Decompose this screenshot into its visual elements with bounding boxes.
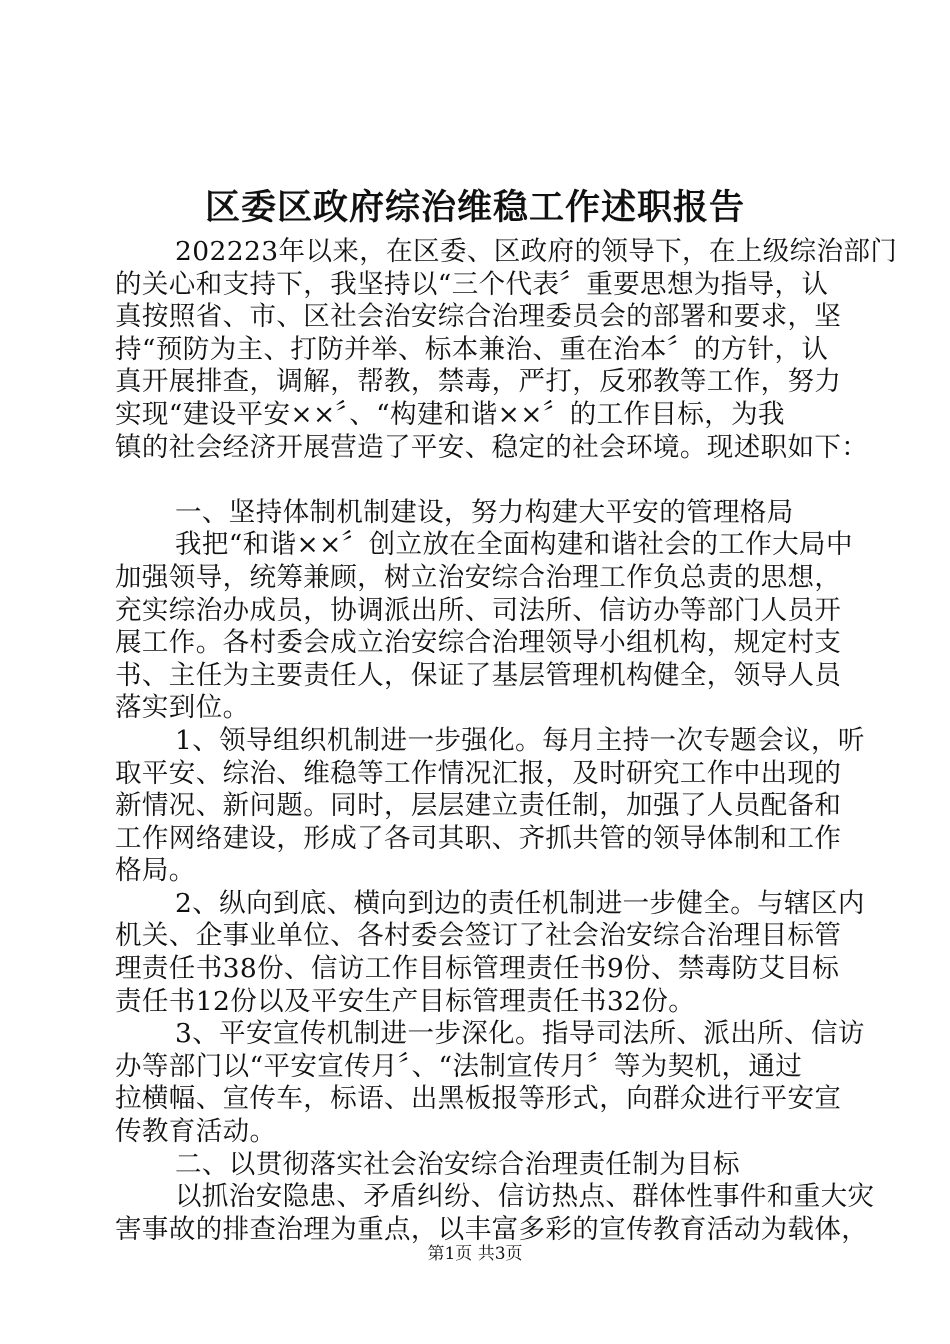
text-line: 真开展排查，调解，帮教，禁毒，严打，反邪教等工作，努力 (115, 366, 842, 398)
text-line: 责任书12份以及平安生产目标管理责任书32份。 (115, 985, 696, 1017)
text-line: 理责任书38份、信访工作目标管理责任书9份、禁毒防艾目标 (115, 953, 840, 985)
text-line: 我把“和谐××〞创立放在全面构建和谐社会的工作大局中 (175, 529, 853, 561)
text-line: 202223年以来，在区委、区政府的领导下，在上级综治部门 (175, 236, 898, 267)
page-number: 第1页 共3页 (427, 1244, 523, 1264)
document-title: 区委区政府综治维稳工作述职报告 (204, 187, 745, 228)
text-line: 格局。 (115, 855, 196, 887)
text-line: 的关心和支持下，我坚持以“三个代表〞重要思想为指导，认 (115, 268, 829, 300)
text-line: 镇的社会经济开展营造了平安、稳定的社会环境。现述职如下： (115, 431, 869, 463)
text-line: 真按照省、市、区社会治安综合治理委员会的部署和要求，坚 (115, 301, 842, 333)
paragraph-gap (115, 464, 850, 497)
text-line: 持“预防为主、打防并举、标本兼治、重在治本〞的方针，认 (115, 333, 829, 365)
text-line: 机关、企事业单位、各村委会签订了社会治安综合治理目标管 (115, 920, 842, 952)
text-line: 传教育活动。 (115, 1116, 277, 1148)
text-line: 害事故的排查治理为重点，以丰富多彩的宣传教育活动为载体， (115, 1213, 869, 1245)
text-line: 取平安、综治、维稳等工作情况汇报，及时研究工作中出现的 (115, 757, 842, 789)
text-line: 实现“建设平安××〞、“构建和谐××〞的工作目标，为我 (115, 398, 785, 430)
text-line: 工作网络建设，形成了各司其职、齐抓共管的领导体制和工作 (115, 822, 842, 854)
document-body (115, 236, 898, 1246)
text-line: 以抓治安隐患、矛盾纠纷、信访热点、群体性事件和重大灾 (175, 1181, 875, 1213)
text-line: 展工作。各村委会成立治安综合治理领导小组机构，规定村支 (115, 627, 842, 659)
text-line: 3、平安宣传机制进一步深化。指导司法所、派出所、信访 (175, 1018, 865, 1050)
section-heading: 二、以贯彻落实社会治安综合治理责任制为目标 (175, 1148, 740, 1180)
text-line: 充实综治办成员，协调派出所、司法所、信访办等部门人员开 (115, 594, 842, 626)
section-heading: 一、坚持体制机制建设，努力构建大平安的管理格局 (175, 496, 794, 528)
text-line: 书、主任为主要责任人，保证了基层管理机构健全，领导人员 (115, 659, 842, 691)
text-line: 落实到位。 (115, 692, 250, 724)
text-line: 新情况、新问题。同时，层层建立责任制，加强了人员配备和 (115, 790, 842, 822)
text-line: 2、纵向到底、横向到边的责任机制进一步健全。与辖区内 (175, 887, 865, 919)
text-line: 1、领导组织机制进一步强化。每月主持一次专题会议，听 (175, 724, 865, 756)
text-line: 加强领导，统筹兼顾，树立治安综合治理工作负总责的思想， (115, 561, 842, 593)
text-line: 办等部门以“平安宣传月〞、“法制宣传月〞等为契机，通过 (115, 1050, 803, 1082)
text-line: 拉横幅、宣传车，标语、出黑板报等形式，向群众进行平安宣 (115, 1083, 842, 1115)
